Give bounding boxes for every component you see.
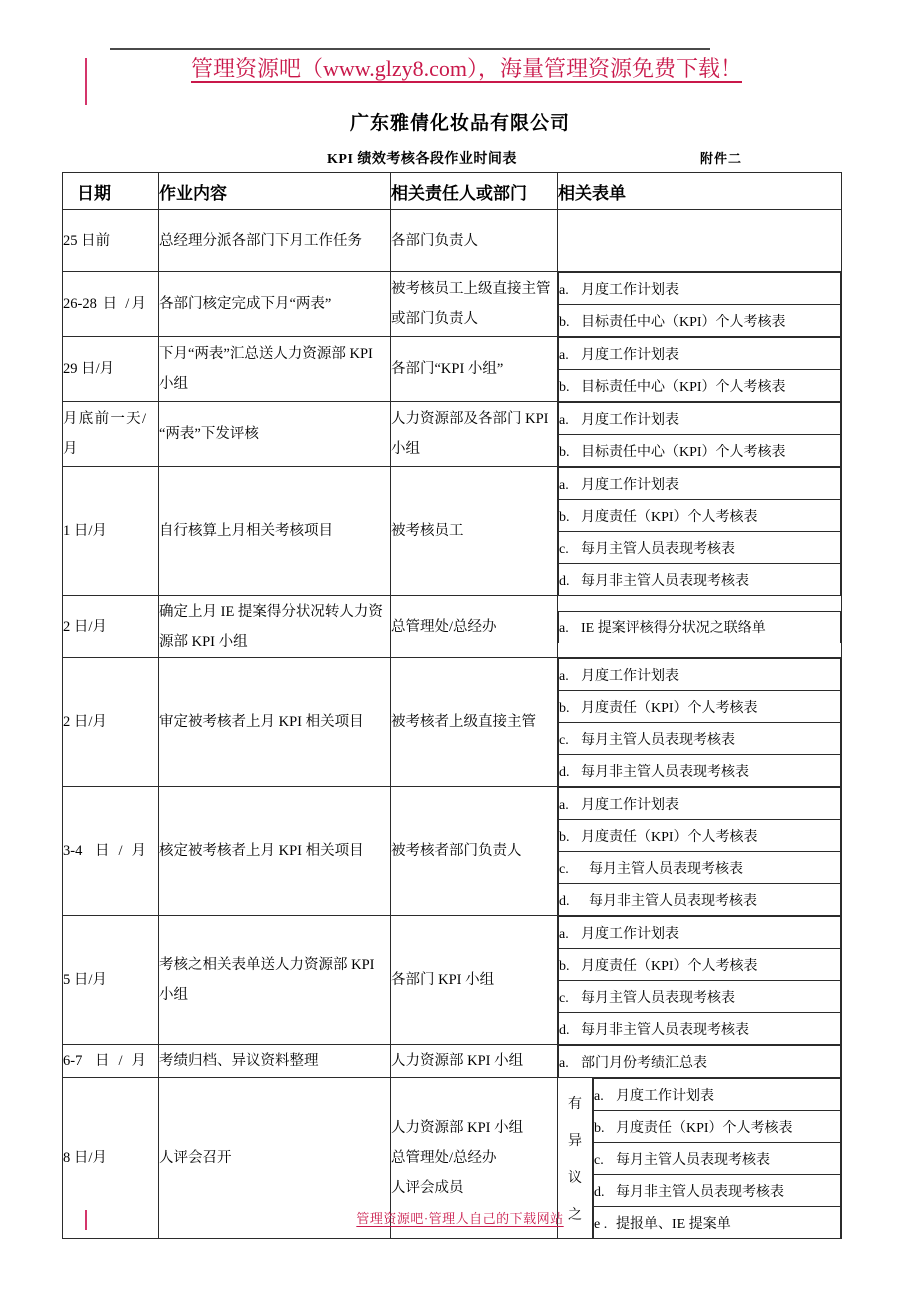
column-header-date: 日期 <box>63 173 159 210</box>
column-header-task: 作业内容 <box>159 173 391 210</box>
forms-list-item-text: a. 月度工作计划表 <box>559 403 841 435</box>
footer-link[interactable]: 管理资源吧·管理人自己的下载网站 <box>356 1211 564 1226</box>
footer-margin-bar <box>85 1210 87 1230</box>
table-header-row <box>63 173 842 210</box>
vertical-note-char: 议 <box>568 1170 582 1186</box>
forms-list-marker: b. <box>559 379 570 395</box>
forms-list-item-text: b. 目标责任中心（KPI）个人考核表 <box>559 305 841 337</box>
forms-list-marker: d. <box>559 1022 570 1038</box>
forms-list-item <box>559 611 841 643</box>
table-body <box>63 210 842 1239</box>
forms-list-item-text: d. 每月非主管人员表现考核表 <box>559 884 841 916</box>
cell-date: 3-4 日/月 <box>63 787 159 916</box>
cell-owner: 各部门 KPI 小组 <box>391 916 558 1045</box>
forms-list-item-text: b. 目标责任中心（KPI）个人考核表 <box>559 435 841 467</box>
forms-list-item-text: b. 月度责任（KPI）个人考核表 <box>559 820 841 852</box>
forms-list <box>558 1045 841 1077</box>
vertical-note-char: 异 <box>568 1133 582 1149</box>
cell-owner: 总管理处/总经办 <box>391 596 558 658</box>
forms-list-item <box>559 500 841 532</box>
cell-date: 5 日/月 <box>63 916 159 1045</box>
forms-list-marker: a. <box>559 926 569 942</box>
forms-list-marker: a. <box>559 412 569 428</box>
cell-task: 下月“两表”汇总送人力资源部 KPI 小组 <box>159 337 391 402</box>
forms-list-item-text: b. 月度责任（KPI）个人考核表 <box>594 1111 841 1143</box>
left-margin-bar <box>85 58 87 105</box>
cell-owner: 被考核员工上级直接主管或部门负责人 <box>391 272 558 337</box>
forms-list-marker: d. <box>559 573 570 589</box>
forms-list-marker: d. <box>559 893 570 909</box>
forms-list-marker: b. <box>559 444 570 460</box>
forms-list-item <box>559 723 841 755</box>
cell-forms <box>558 210 842 272</box>
cell-date: 25 日前 <box>63 210 159 272</box>
forms-list-marker: b. <box>559 509 570 525</box>
cell-task: 自行核算上月相关考核项目 <box>159 467 391 596</box>
forms-list-marker: d. <box>594 1184 605 1200</box>
forms-list-marker: b. <box>594 1120 605 1136</box>
forms-list-item-text: b. 月度责任（KPI）个人考核表 <box>559 500 841 532</box>
forms-list <box>558 272 841 336</box>
table-row <box>63 1045 842 1078</box>
cell-task: “两表”下发评核 <box>159 402 391 467</box>
table-row <box>63 210 842 272</box>
document-subtitle: KPI 绩效考核各段作业时间表 <box>327 152 517 167</box>
forms-list-item <box>559 659 841 691</box>
forms-list-marker: a. <box>559 797 569 813</box>
forms-list-item-text: c. 每月主管人员表现考核表 <box>594 1143 841 1175</box>
cell-task: 考绩归档、异议资料整理 <box>159 1045 391 1078</box>
attachment-label: 附件二 <box>700 151 743 166</box>
forms-list-marker: a. <box>559 668 569 684</box>
cell-task: 各部门核定完成下月“两表” <box>159 272 391 337</box>
cell-date: 26-28 日 /月 <box>63 272 159 337</box>
table-row <box>63 596 842 658</box>
forms-list <box>558 337 841 401</box>
forms-list-item-text: a. 月度工作计划表 <box>594 1079 841 1111</box>
forms-list-item <box>559 820 841 852</box>
forms-list-item <box>559 273 841 305</box>
forms-list-marker: a. <box>559 621 569 636</box>
cell-owner: 被考核员工 <box>391 467 558 596</box>
forms-list-marker: e . <box>594 1216 608 1232</box>
forms-list-item <box>559 435 841 467</box>
company-title: 广东雅倩化妆品有限公司 <box>349 112 570 134</box>
table-row <box>63 658 842 787</box>
cell-forms <box>558 658 842 787</box>
forms-list-item-text: d. 每月非主管人员表现考核表 <box>594 1175 841 1207</box>
forms-list-marker: c. <box>559 990 569 1006</box>
forms-list-marker: b. <box>559 958 570 974</box>
cell-date: 月底前一天/月 <box>63 402 159 467</box>
cell-owner: 各部门负责人 <box>391 210 558 272</box>
forms-list-marker: a. <box>559 1055 569 1071</box>
forms-list-item-text: c. 每月主管人员表现考核表 <box>559 723 841 755</box>
cell-date: 1 日/月 <box>63 467 159 596</box>
cell-owner: 人力资源部 KPI 小组 总管理处/总经办 人评会成员 <box>391 1078 558 1239</box>
forms-list-marker: b. <box>559 700 570 716</box>
kpi-schedule-table <box>62 172 842 1239</box>
forms-list-marker: a. <box>559 282 569 298</box>
banner-rule <box>110 48 710 50</box>
forms-list-item-text: d. 每月非主管人员表现考核表 <box>559 755 841 787</box>
cell-forms <box>558 596 842 658</box>
forms-list-item <box>559 370 841 402</box>
forms-list <box>558 787 841 915</box>
table-row <box>63 272 842 337</box>
forms-list-item <box>559 852 841 884</box>
cell-date: 2 日/月 <box>63 658 159 787</box>
cell-owner: 被考核者部门负责人 <box>391 787 558 916</box>
forms-list-item <box>559 1046 841 1078</box>
forms-list-item-text: c. 每月主管人员表现考核表 <box>559 981 841 1013</box>
table-row <box>63 916 842 1045</box>
cell-owner: 被考核者上级直接主管 <box>391 658 558 787</box>
cell-task: 确定上月 IE 提案得分状况转人力资源部 KPI 小组 <box>159 596 391 658</box>
cell-task: 人评会召开 <box>159 1078 391 1239</box>
forms-list-item <box>559 564 841 596</box>
column-header-owner: 相关责任人或部门 <box>391 173 558 210</box>
forms-list-marker: b. <box>559 829 570 845</box>
forms-list-item <box>559 468 841 500</box>
forms-list-item <box>559 338 841 370</box>
cell-owner: 人力资源部及各部门 KPI 小组 <box>391 402 558 467</box>
cell-forms <box>558 467 842 596</box>
forms-list-item-text: d. 每月非主管人员表现考核表 <box>559 1013 841 1045</box>
forms-list-item <box>559 1013 841 1045</box>
forms-list-item-text: b. 月度责任（KPI）个人考核表 <box>559 691 841 723</box>
forms-list-item-text: e . 提报单、IE 提案单 <box>594 1207 841 1239</box>
forms-list <box>558 402 841 466</box>
cell-date: 6-7 日/月 <box>63 1045 159 1078</box>
cell-forms <box>558 1045 842 1078</box>
cell-forms <box>558 916 842 1045</box>
forms-list <box>558 467 841 595</box>
forms-list-item-text: c. 每月主管人员表现考核表 <box>559 532 841 564</box>
forms-list-item <box>594 1143 841 1175</box>
cell-date: 29 日/月 <box>63 337 159 402</box>
forms-list-item <box>559 788 841 820</box>
forms-list <box>558 916 841 1044</box>
forms-list-item-text: a. 月度工作计划表 <box>559 273 841 305</box>
cell-date: 2 日/月 <box>63 596 159 658</box>
forms-list-item <box>559 691 841 723</box>
forms-list-marker: c. <box>559 732 569 748</box>
vertical-note-char: 之 <box>568 1207 582 1223</box>
cell-forms <box>558 337 842 402</box>
forms-list-item-text: a. 部门月份考绩汇总表 <box>559 1046 841 1078</box>
cell-forms <box>558 402 842 467</box>
forms-list-item-text: a. 月度工作计划表 <box>559 338 841 370</box>
table-row <box>63 787 842 916</box>
banner-text: 管理资源吧（www.glzy8.com），海量管理资源免费下载！ <box>191 56 742 81</box>
forms-list-item <box>594 1175 841 1207</box>
forms-list-marker: d. <box>559 764 570 780</box>
cell-task: 考核之相关表单送人力资源部 KPI 小组 <box>159 916 391 1045</box>
cell-owner: 人力资源部 KPI 小组 <box>391 1045 558 1078</box>
forms-list-marker: a. <box>594 1088 604 1104</box>
forms-list-marker: c. <box>594 1152 604 1168</box>
forms-list <box>558 611 841 643</box>
cell-owner: 各部门“KPI 小组” <box>391 337 558 402</box>
cell-date: 8 日/月 <box>63 1078 159 1239</box>
forms-list-item-text: a. 月度工作计划表 <box>559 468 841 500</box>
forms-list-item-text: c. 每月主管人员表现考核表 <box>559 852 841 884</box>
forms-list-item <box>559 884 841 916</box>
footer <box>0 1208 920 1228</box>
forms-list-item-text: a. IE 提案评核得分状况之联络单 <box>559 611 841 643</box>
forms-list-marker: c. <box>559 861 569 877</box>
forms-list-item <box>559 981 841 1013</box>
forms-list-marker: a. <box>559 347 569 363</box>
forms-list-item-text: a. 月度工作计划表 <box>559 659 841 691</box>
top-banner <box>62 52 841 83</box>
forms-list-marker: b. <box>559 314 570 330</box>
cell-task: 核定被考核者上月 KPI 相关项目 <box>159 787 391 916</box>
table-row <box>63 467 842 596</box>
forms-list-item <box>559 755 841 787</box>
table-row <box>63 402 842 467</box>
forms-list-item <box>594 1079 841 1111</box>
forms-list-item-text: b. 月度责任（KPI）个人考核表 <box>559 949 841 981</box>
forms-list-item-text: a. 月度工作计划表 <box>559 788 841 820</box>
forms-list-item-text: d. 每月非主管人员表现考核表 <box>559 564 841 596</box>
forms-list-item <box>594 1111 841 1143</box>
forms-list-item <box>559 532 841 564</box>
cell-forms <box>558 787 842 916</box>
forms-list-marker: a. <box>559 477 569 493</box>
column-header-forms: 相关表单 <box>558 173 842 210</box>
forms-list-item <box>559 403 841 435</box>
cell-task: 总经理分派各部门下月工作任务 <box>159 210 391 272</box>
forms-list-item-text: b. 目标责任中心（KPI）个人考核表 <box>559 370 841 402</box>
cell-task: 审定被考核者上月 KPI 相关项目 <box>159 658 391 787</box>
forms-list-item <box>559 949 841 981</box>
table-row <box>63 337 842 402</box>
forms-list-item <box>559 917 841 949</box>
forms-list-item-text: a. 月度工作计划表 <box>559 917 841 949</box>
forms-list-item <box>559 305 841 337</box>
cell-forms <box>558 272 842 337</box>
vertical-note-char: 有 <box>568 1096 582 1112</box>
forms-list-marker: c. <box>559 541 569 557</box>
forms-list <box>558 658 841 786</box>
